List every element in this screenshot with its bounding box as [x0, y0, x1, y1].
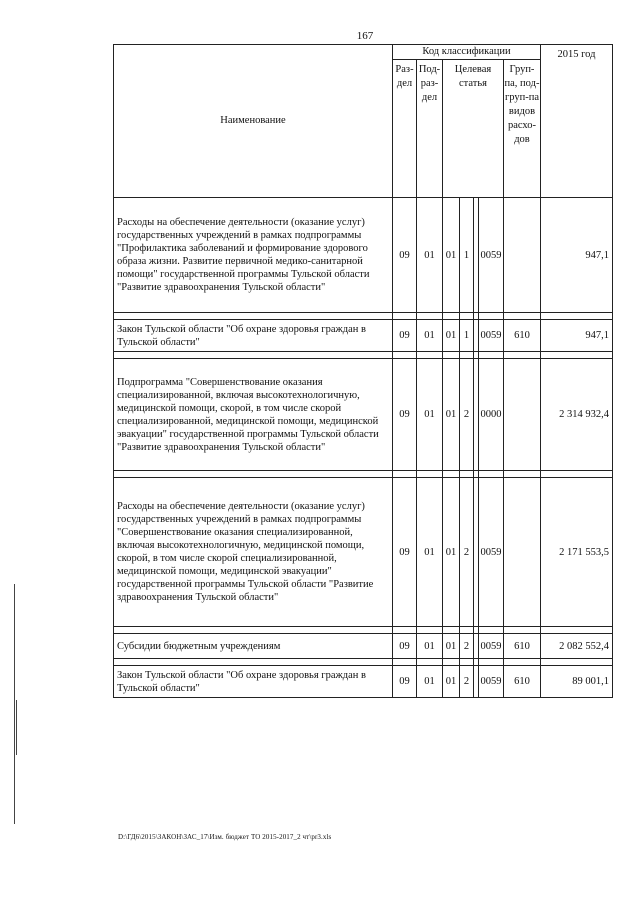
- spacer-cell: [417, 471, 443, 478]
- spacer-cell: [541, 471, 613, 478]
- spacer-cell: [541, 659, 613, 666]
- row-razdel: 09: [393, 478, 417, 627]
- spacer-cell: [541, 352, 613, 359]
- spacer-cell: [479, 659, 504, 666]
- row-name: Расходы на обеспечение деятельности (оказание услуг) государственных учреждений в рамках подпрограммы "Совершенствование оказания специализированной, включая высокотехнологичную, медицинской помощи, скорой, в том числе скорой специализированной, медицинской помощи, медицинской эвакуации" государственной программы Тульской области "Развитие здравоохранения Тульской области": [114, 478, 393, 627]
- table-row: [114, 359, 613, 471]
- row-cs3: 0059: [479, 666, 504, 698]
- row-name: Закон Тульской области "Об охране здоровья граждан в Тульской области": [114, 666, 393, 698]
- spacer-cell: [504, 627, 541, 634]
- table-row: [114, 666, 613, 698]
- spacer-cell: [417, 352, 443, 359]
- spacer-cell: [443, 352, 460, 359]
- row-spacer: [114, 352, 613, 359]
- row-razdel: 09: [393, 666, 417, 698]
- row-cs1: 01: [443, 320, 460, 352]
- page-number: 167: [356, 30, 374, 42]
- row-cs2: 2: [460, 478, 474, 627]
- row-vid: [504, 198, 541, 313]
- row-cs3: 0000: [479, 359, 504, 471]
- row-podrazdel: 01: [417, 666, 443, 698]
- table-row: [114, 198, 613, 313]
- spacer-cell: [443, 627, 460, 634]
- budget-table: [113, 44, 613, 698]
- row-vid: 610: [504, 634, 541, 659]
- header-name: Наименование: [114, 45, 393, 198]
- header-gruppa: Груп-па, под-груп-па видов расхо-дов: [504, 60, 541, 198]
- row-name: Подпрограмма "Совершенствование оказания специализированной, включая высокотехнологичную, медицинской помощи, скорой, в том числе скорой специализированной, медицинской помощи, медицинской эвакуации" государственной программы Тульской области "Развитие здравоохранения Тульской области": [114, 359, 393, 471]
- row-podrazdel: 01: [417, 359, 443, 471]
- row-razdel: 09: [393, 634, 417, 659]
- row-cs3: 0059: [479, 478, 504, 627]
- row-amount: 2 314 932,4: [541, 359, 613, 471]
- header-razdel: Раз-дел: [393, 60, 417, 198]
- row-spacer: [114, 627, 613, 634]
- row-vid: [504, 478, 541, 627]
- table-row: [114, 478, 613, 627]
- row-cs3: 0059: [479, 634, 504, 659]
- row-razdel: 09: [393, 198, 417, 313]
- header-celevaya: Целевая статья: [443, 60, 504, 198]
- row-cs1: 01: [443, 634, 460, 659]
- spacer-cell: [479, 352, 504, 359]
- spacer-cell: [460, 352, 474, 359]
- spacer-cell: [460, 313, 474, 320]
- row-razdel: 09: [393, 320, 417, 352]
- row-name: Закон Тульской области "Об охране здоровья граждан в Тульской области": [114, 320, 393, 352]
- row-podrazdel: 01: [417, 634, 443, 659]
- spacer-cell: [479, 471, 504, 478]
- row-spacer: [114, 659, 613, 666]
- spacer-cell: [417, 659, 443, 666]
- spacer-cell: [479, 313, 504, 320]
- spacer-cell: [504, 313, 541, 320]
- spacer-cell: [114, 627, 393, 634]
- spacer-cell: [460, 659, 474, 666]
- spacer-cell: [443, 659, 460, 666]
- row-cs1: 01: [443, 198, 460, 313]
- spacer-cell: [417, 313, 443, 320]
- spacer-cell: [114, 352, 393, 359]
- header-code-group: Код классификации: [393, 45, 541, 60]
- row-amount: 947,1: [541, 198, 613, 313]
- row-podrazdel: 01: [417, 478, 443, 627]
- margin-line: [14, 584, 15, 824]
- spacer-cell: [541, 627, 613, 634]
- row-cs3: 0059: [479, 198, 504, 313]
- spacer-cell: [393, 313, 417, 320]
- spacer-cell: [460, 627, 474, 634]
- row-cs1: 01: [443, 359, 460, 471]
- row-cs1: 01: [443, 478, 460, 627]
- table-body: [114, 198, 613, 698]
- row-name: Расходы на обеспечение деятельности (оказание услуг) государственных учреждений в рамках подпрограммы "Профилактика заболеваний и формирование здорового образа жизни. Развитие первичной медико-санитарной помощи" государственной программы Тульской области "Развитие здравоохранения Тульской области": [114, 198, 393, 313]
- spacer-cell: [393, 471, 417, 478]
- spacer-cell: [504, 659, 541, 666]
- spacer-cell: [541, 313, 613, 320]
- row-name: Субсидии бюджетным учреждениям: [114, 634, 393, 659]
- row-amount: 2 082 552,4: [541, 634, 613, 659]
- row-spacer: [114, 471, 613, 478]
- spacer-cell: [443, 313, 460, 320]
- header-podrazdel: Под-раз-дел: [417, 60, 443, 198]
- row-vid: 610: [504, 320, 541, 352]
- spacer-cell: [393, 627, 417, 634]
- footer-file-path: D:\ГД6\2015\ЗАКОН\ЗАС_17\Изм. бюджет ТО 2015-2017_2 чт\pr3.xls: [118, 833, 332, 841]
- row-razdel: 09: [393, 359, 417, 471]
- row-vid: 610: [504, 666, 541, 698]
- row-amount: 2 171 553,5: [541, 478, 613, 627]
- row-cs2: 2: [460, 666, 474, 698]
- spacer-cell: [504, 352, 541, 359]
- row-podrazdel: 01: [417, 320, 443, 352]
- spacer-cell: [479, 627, 504, 634]
- row-podrazdel: 01: [417, 198, 443, 313]
- table-row: [114, 634, 613, 659]
- spacer-cell: [460, 471, 474, 478]
- row-cs2: 2: [460, 359, 474, 471]
- spacer-cell: [393, 659, 417, 666]
- spacer-cell: [114, 313, 393, 320]
- spacer-cell: [504, 471, 541, 478]
- row-cs1: 01: [443, 666, 460, 698]
- row-cs2: 2: [460, 634, 474, 659]
- row-cs2: 1: [460, 198, 474, 313]
- spacer-cell: [393, 352, 417, 359]
- table-row: [114, 320, 613, 352]
- row-amount: 89 001,1: [541, 666, 613, 698]
- row-vid: [504, 359, 541, 471]
- row-cs2: 1: [460, 320, 474, 352]
- spacer-cell: [114, 659, 393, 666]
- spacer-cell: [443, 471, 460, 478]
- row-cs3: 0059: [479, 320, 504, 352]
- header-year: 2015 год: [541, 45, 613, 198]
- margin-line: [16, 700, 17, 755]
- spacer-cell: [417, 627, 443, 634]
- row-spacer: [114, 313, 613, 320]
- spacer-cell: [114, 471, 393, 478]
- row-amount: 947,1: [541, 320, 613, 352]
